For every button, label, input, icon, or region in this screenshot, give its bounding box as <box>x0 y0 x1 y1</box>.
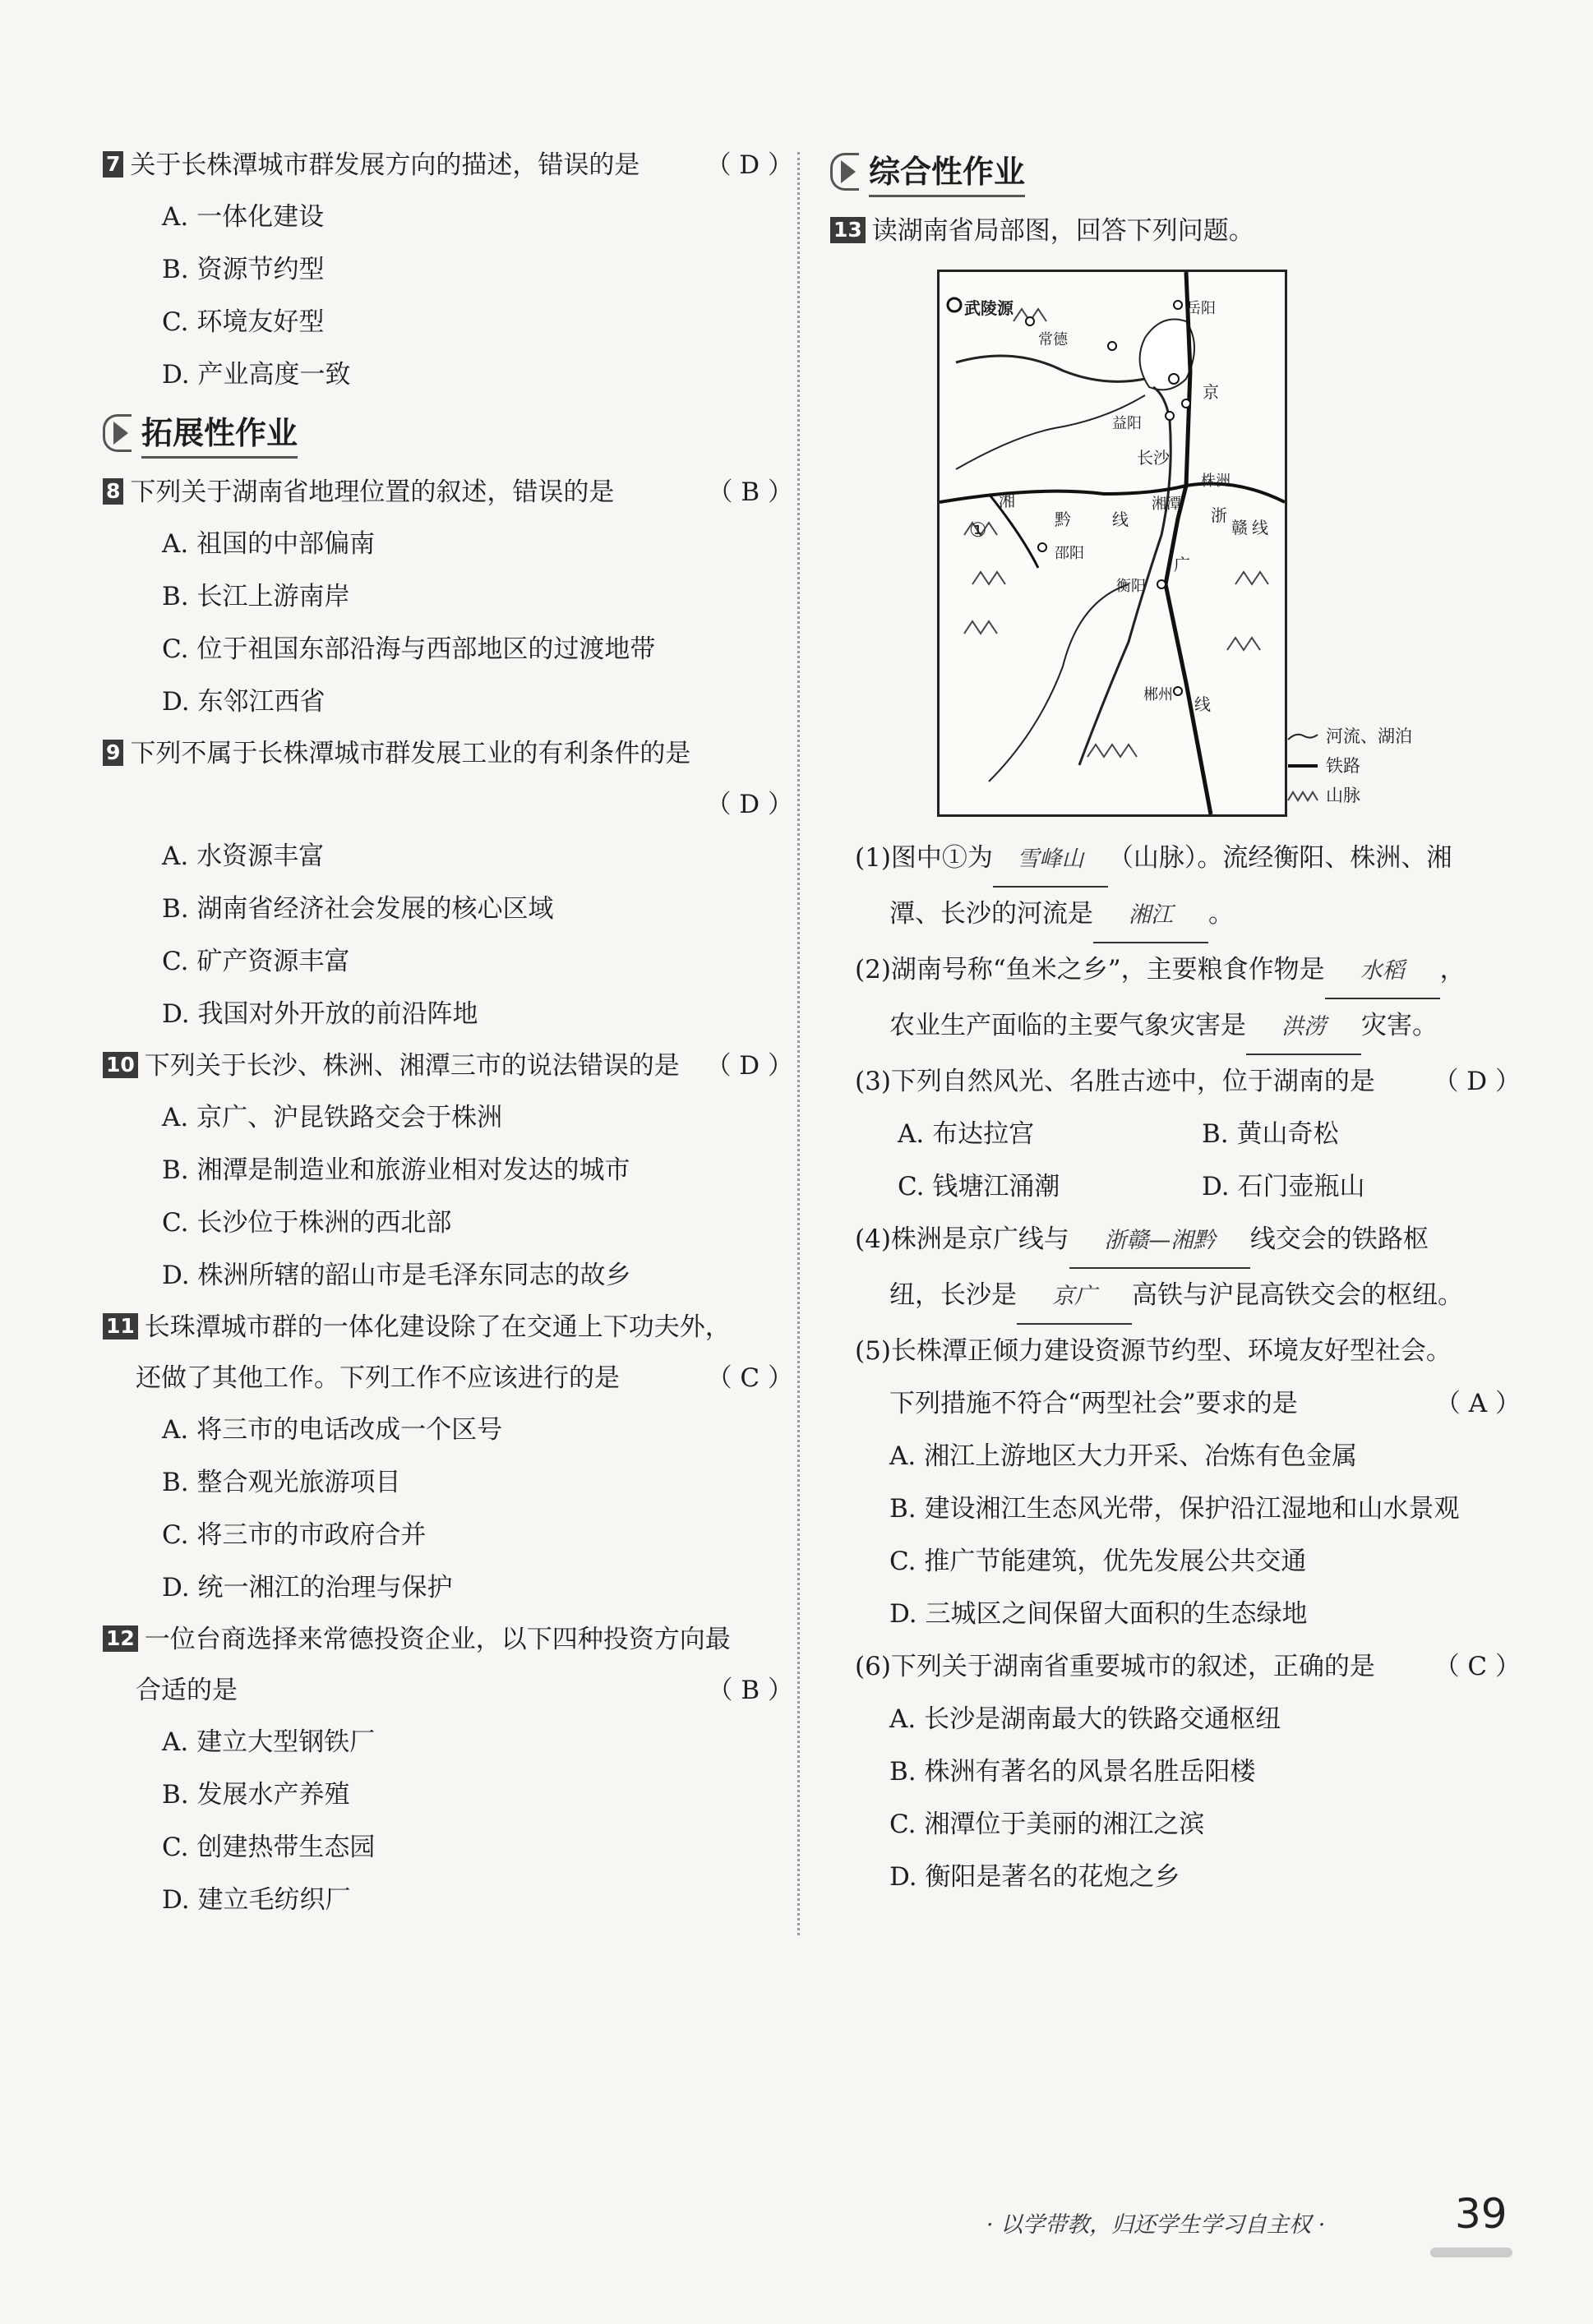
map-graphic <box>940 272 1285 814</box>
question-stem: 关于长株潭城市群发展方向的描述，错误的是 <box>130 150 640 180</box>
text: 纽，长沙是 <box>889 1280 1017 1310</box>
question-8 <box>103 467 793 518</box>
question-7 <box>103 140 793 191</box>
text: (1)图中①为 <box>855 843 993 873</box>
option: A. 长沙是湖南最大的铁路交通枢纽 <box>889 1704 1281 1734</box>
option-row <box>830 1160 1521 1213</box>
page-number-decoration <box>1430 2248 1512 2257</box>
map-label-hengyang: 衡阳 <box>1116 578 1146 595</box>
fill-blank: 京广 <box>1017 1270 1132 1325</box>
answer: （ B ） <box>707 1676 793 1705</box>
map-label-jing: 京 <box>1203 382 1219 402</box>
page-number: 39 <box>1455 2190 1508 2238</box>
option: D. 东邻江西省 <box>162 687 326 717</box>
option-row <box>830 1108 1521 1160</box>
arrow-icon <box>103 414 132 452</box>
text: 下列措施不符合“两型社会”要求的是 <box>889 1389 1298 1418</box>
section-header-extend <box>103 404 793 462</box>
question-number: 13 <box>830 217 866 243</box>
xiangqian-zhegan-railway <box>940 484 1285 503</box>
section-title: 综合性作业 <box>869 146 1025 197</box>
map-label-xiang: 湘 <box>999 491 1015 510</box>
legend-rail <box>1286 751 1412 781</box>
yiyang-dot <box>1108 342 1116 350</box>
question-stem: 读湖南省局部图，回答下列问题。 <box>871 216 1254 246</box>
railway-icon <box>1286 758 1319 774</box>
question-13 <box>830 205 1521 256</box>
option: B. 长江上游南岸 <box>162 582 350 611</box>
subquestion-5-line2 <box>830 1377 1521 1430</box>
section-header-comprehensive <box>830 143 1521 201</box>
subquestion-3 <box>830 1055 1521 1108</box>
dongting-lake <box>1140 320 1194 390</box>
text: 潭、长沙的河流是 <box>889 899 1093 929</box>
option: A. 京广、沪昆铁路交会于株洲 <box>162 1103 503 1132</box>
text: 线交会的铁路枢 <box>1249 1224 1429 1254</box>
option: B. 黄山奇松 <box>1202 1119 1339 1149</box>
answer: （ D ） <box>705 150 793 180</box>
answer: （ C ） <box>1434 1652 1521 1681</box>
map-label-wulingyuan: 武陵源 <box>964 298 1014 318</box>
map-label-zhe: 浙 <box>1211 505 1227 525</box>
text: （山脉）。流经衡阳、株洲、湘 <box>1107 843 1452 873</box>
option: B. 湘潭是制造业和旅游业相对发达的城市 <box>162 1155 630 1185</box>
legend-river <box>1286 722 1412 751</box>
option: C. 推广节能建筑，优先发展公共交通 <box>889 1547 1307 1576</box>
map-label-changsha: 长沙 <box>1137 448 1170 468</box>
answer: （ B ） <box>707 477 793 507</box>
question-stem: 还做了其他工作。下列工作不应该进行的是 <box>136 1363 620 1393</box>
text: ， <box>1439 955 1466 984</box>
map-label-shaoyang: 邵阳 <box>1055 545 1084 562</box>
subquestion-1-line2 <box>830 888 1521 943</box>
yuan-river <box>956 356 1145 381</box>
option: C. 环境友好型 <box>162 307 325 337</box>
map-label-guang: 广 <box>1174 555 1190 574</box>
column-divider <box>797 152 800 1935</box>
map-label-zhuzhou: 株洲 <box>1201 473 1231 490</box>
text: 。 <box>1208 899 1234 929</box>
option: C. 湘潭位于美丽的湘江之滨 <box>889 1810 1205 1839</box>
text: 灾害。 <box>1361 1011 1438 1040</box>
left-column <box>103 140 793 1926</box>
option: D. 石门壶瓶山 <box>1202 1172 1365 1201</box>
question-number: 8 <box>103 478 123 505</box>
map-label-xiangtan: 湘潭 <box>1152 496 1181 513</box>
option: A. 将三市的电话改成一个区号 <box>162 1415 503 1445</box>
subquestion-2-line2 <box>830 999 1521 1055</box>
question-10 <box>103 1040 793 1091</box>
question-12-line2 <box>103 1665 793 1716</box>
map-label-yueyang: 岳阳 <box>1186 300 1216 317</box>
fill-blank: 水稻 <box>1325 945 1440 999</box>
question-stem: 合适的是 <box>136 1676 238 1705</box>
legend-label: 河流、湖泊 <box>1326 726 1412 746</box>
option: A. 水资源丰富 <box>162 842 325 871</box>
question-9 <box>103 728 793 779</box>
text: (3)下列自然风光、名胜古迹中，位于湖南的是 <box>855 1067 1375 1096</box>
mountain-range <box>964 309 1268 757</box>
question-number: 11 <box>103 1313 138 1340</box>
option: D. 产业高度一致 <box>162 360 351 390</box>
option: B. 发展水产养殖 <box>162 1780 350 1810</box>
question-number: 10 <box>103 1052 138 1078</box>
map-label-marker1: ① <box>969 519 987 542</box>
question-stem: 长珠潭城市群的一体化建设除了在交通上下功夫外， <box>144 1312 731 1342</box>
answer: （ D ） <box>705 1051 793 1081</box>
option: B. 建设湘江生态风光带，保护沿江湿地和山水景观 <box>889 1494 1460 1524</box>
subquestion-1 <box>830 832 1521 888</box>
map-label-chenzhou: 郴州 <box>1143 686 1173 703</box>
option: A. 祖国的中部偏南 <box>162 529 376 559</box>
subquestion-4-line2 <box>830 1269 1521 1325</box>
map-label-changde: 常德 <box>1038 331 1068 348</box>
option: D. 三城区之间保留大面积的生态绿地 <box>889 1599 1308 1629</box>
text: (5)长株潭正倾力建设资源节约型、环境友好型社会。 <box>855 1336 1452 1366</box>
question-12 <box>103 1614 793 1665</box>
option: C. 长沙位于株洲的西北部 <box>162 1208 452 1238</box>
option: A. 布达拉宫 <box>898 1119 1035 1149</box>
option: C. 将三市的市政府合并 <box>162 1520 427 1550</box>
option: D. 我国对外开放的前沿阵地 <box>162 999 478 1029</box>
text: 农业生产面临的主要气象灾害是 <box>889 1011 1246 1040</box>
fill-blank: 雪峰山 <box>993 833 1108 888</box>
answer: （ A ） <box>1434 1389 1521 1418</box>
answer: （ D ） <box>1433 1067 1521 1096</box>
question-stem: 下列关于湖南省地理位置的叙述，错误的是 <box>130 477 615 507</box>
question-number: 12 <box>103 1625 138 1652</box>
section-title: 拓展性作业 <box>141 408 298 459</box>
question-11-line2 <box>103 1353 793 1404</box>
fill-blank: 洪涝 <box>1246 1001 1361 1055</box>
shaoyang-dot <box>1038 543 1046 551</box>
option: D. 统一湘江的治理与保护 <box>162 1573 453 1602</box>
question-stem: 下列不属于长株潭城市群发展工业的有利条件的是 <box>130 739 691 768</box>
question-stem: 下列关于长沙、株洲、湘潭三市的说法错误的是 <box>144 1051 680 1081</box>
text: (2)湖南号称“鱼米之乡”，主要粮食作物是 <box>855 955 1325 984</box>
hengyang-dot <box>1157 580 1166 588</box>
option: C. 创建热带生态园 <box>162 1833 376 1862</box>
changde-dot <box>1026 317 1034 325</box>
map-label-gan: 赣 <box>1231 518 1248 537</box>
yueyang-dot <box>1174 301 1182 309</box>
fill-blank: 湘江 <box>1093 889 1208 943</box>
option: D. 衡阳是著名的花炮之乡 <box>889 1862 1180 1892</box>
option: D. 建立毛纺织厂 <box>162 1885 351 1915</box>
text: (4)株洲是京广线与 <box>855 1224 1069 1254</box>
xiangtan-dot <box>1166 412 1174 420</box>
option: B. 整合观光旅游项目 <box>162 1468 401 1497</box>
answer: （ D ） <box>705 790 793 819</box>
question-stem: 一位台商选择来常德投资企业，以下四种投资方向最 <box>144 1625 731 1654</box>
text: 高铁与沪昆高铁交会的枢纽。 <box>1132 1280 1463 1310</box>
map-label-yiyang: 益阳 <box>1112 415 1142 432</box>
map-label-xian3: 线 <box>1252 518 1268 537</box>
map-label-xian2: 线 <box>1112 510 1129 529</box>
map-label-xian: 线 <box>1194 694 1211 714</box>
subquestion-4 <box>830 1213 1521 1269</box>
zhuzhou-dot <box>1182 399 1190 408</box>
option: B. 湖南省经济社会发展的核心区域 <box>162 894 554 924</box>
option: A. 湘江上游地区大力开采、冶炼有色金属 <box>889 1441 1358 1471</box>
option: A. 一体化建设 <box>162 202 325 232</box>
option: C. 矿产资源丰富 <box>162 947 350 976</box>
map-legend <box>1286 722 1412 810</box>
option: B. 株洲有著名的风景名胜岳阳楼 <box>889 1757 1256 1787</box>
map-label-qian: 黔 <box>1055 510 1071 529</box>
option: D. 株洲所辖的韶山市是毛泽东同志的故乡 <box>162 1261 631 1290</box>
answer: （ C ） <box>706 1363 793 1393</box>
mountain-icon <box>1286 787 1319 804</box>
question-11 <box>103 1302 793 1353</box>
legend-mountain <box>1286 781 1412 810</box>
map-figure <box>830 270 1521 817</box>
changsha-dot <box>1169 374 1179 384</box>
option: B. 资源节约型 <box>162 255 325 284</box>
option: C. 钱塘江涌潮 <box>898 1172 1060 1201</box>
wulingyuan-dot <box>948 298 961 311</box>
option: C. 位于祖国东部沿海与西部地区的过渡地带 <box>162 634 656 664</box>
text: (6)下列关于湖南省重要城市的叙述，正确的是 <box>855 1652 1375 1681</box>
arrow-icon <box>830 153 859 191</box>
subquestion-6 <box>830 1640 1521 1693</box>
hunan-map <box>937 270 1287 817</box>
question-number: 9 <box>103 740 123 766</box>
chenzhou-dot <box>1174 687 1182 695</box>
subquestion-5 <box>830 1325 1521 1377</box>
legend-label: 铁路 <box>1326 756 1360 776</box>
subquestion-2 <box>830 943 1521 999</box>
option: A. 建立大型钢铁厂 <box>162 1727 376 1757</box>
question-number: 7 <box>103 151 123 178</box>
river-icon <box>1286 728 1319 745</box>
footer-motto: · 以学带教，归还学生学习自主权 · <box>986 2212 1326 2238</box>
legend-label: 山脉 <box>1326 786 1360 805</box>
fill-blank: 浙赣—湘黔 <box>1069 1215 1250 1269</box>
right-column <box>830 140 1521 1903</box>
